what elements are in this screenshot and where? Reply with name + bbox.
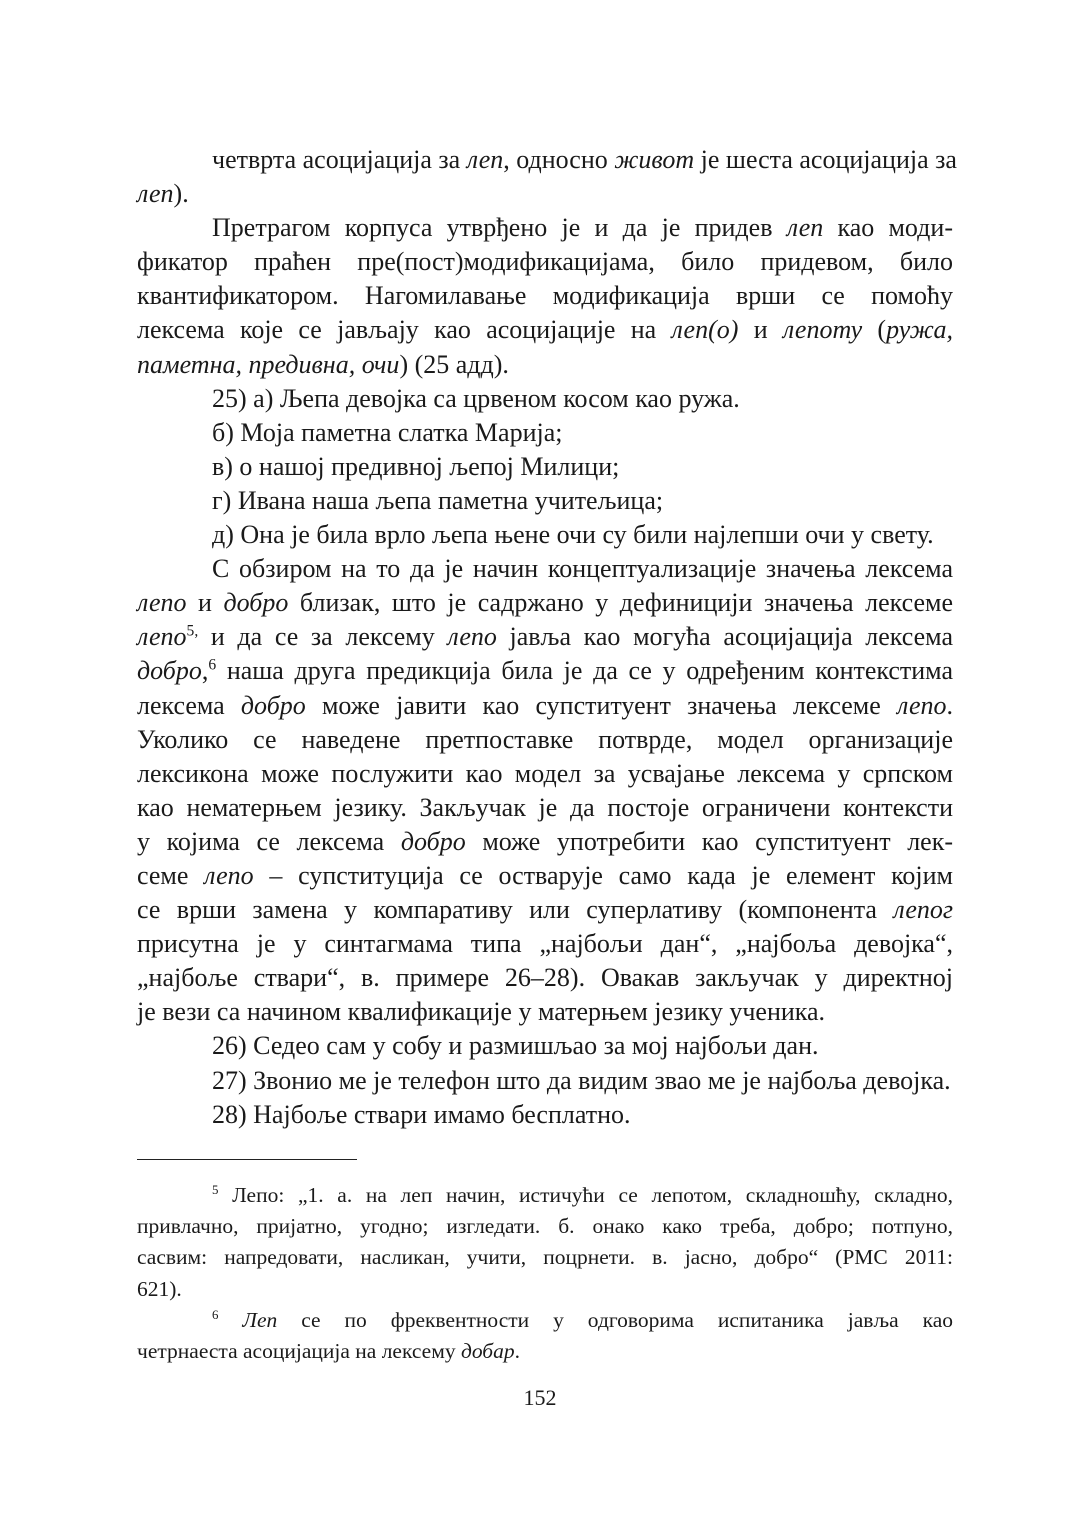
paragraph: [137, 211, 953, 381]
text-run: се по фреквентности у одговорима испитаника јавља као: [277, 1307, 953, 1332]
italic-term: лепо: [137, 622, 187, 652]
text-run: се врши замена у компаративу или суперлативу (компонента: [137, 895, 894, 925]
text-run: .: [946, 690, 953, 720]
text-run: [218, 1308, 242, 1332]
text-run: „најбоље ствари“, в. примере 26–28). Овакав закључак у директној: [137, 963, 953, 993]
text-line: [137, 791, 953, 825]
text-run: и: [186, 588, 224, 618]
text-line: [137, 313, 953, 347]
italic-term: лепо: [137, 588, 187, 618]
paragraph: [137, 552, 953, 1029]
text-line: [137, 450, 953, 484]
text-run: привлачно, пријатно, угодно; изгледати. б. онако како треба, добро; потпуно,: [137, 1214, 953, 1239]
paragraph: [137, 382, 953, 416]
footnote-separator: [137, 1159, 357, 1160]
italic-term: паметна, предивна, очи: [137, 349, 400, 379]
text-run: Лепо: „1. а. на леп начин, истичући се лепотом, складношћу, складно,: [218, 1183, 953, 1207]
text-run: може употребити као супституент лек-: [465, 826, 953, 856]
text-line: [137, 279, 953, 313]
text-run: наша друга предикција била је да се у одређеним контекстима: [216, 656, 953, 686]
text-line: [137, 382, 953, 416]
text-line: [137, 1211, 953, 1242]
italic-term: лепо: [204, 860, 254, 890]
paragraph: [137, 450, 953, 484]
text-line: [137, 654, 953, 688]
italic-term: живот: [614, 145, 695, 174]
footnote-ref: 6: [208, 656, 217, 674]
text-line: [137, 927, 953, 961]
text-line: [137, 1180, 953, 1211]
text-run: 26) Седео сам у собу и размишљао за мој најбољи дан.: [212, 1031, 819, 1061]
text-run: сасвим: напредовати, насликан, учити, поцрнети. в. јасно, добро“ (РМС 2011:: [137, 1245, 953, 1270]
italic-term: леп: [786, 213, 824, 243]
text-run: семе: [137, 860, 205, 890]
text-run: лексикона може послужити као модел за усвајање лексема у српском: [137, 758, 953, 788]
text-line: [137, 825, 953, 859]
text-line: [137, 1242, 953, 1273]
text-line: [137, 1098, 953, 1132]
body-text: [137, 143, 957, 1132]
footnote: [137, 1305, 953, 1367]
text-run: Претрагом корпуса утврђено је и да је придев: [212, 213, 787, 243]
text-run: в) о нашој предивној љепој Милици;: [212, 451, 620, 481]
text-line: [137, 211, 953, 245]
text-run: је вези са начином квалификације у матерњем језику ученика.: [137, 997, 826, 1027]
paragraph: [137, 1064, 953, 1098]
italic-term: Леп: [242, 1307, 278, 1332]
italic-term: добро: [240, 690, 306, 720]
text-run: 621).: [137, 1276, 182, 1301]
text-run: С обзиром на то да је начин концептуализације значења лексема: [212, 554, 953, 584]
text-run: д) Она је била врло љепа њене очи су били најлепши очи у свету.: [212, 520, 934, 550]
italic-term: ружа,: [886, 315, 953, 345]
text-run: близак, што је садржано у дефиницији значења лексеме: [288, 588, 953, 618]
text-run: ).: [173, 179, 189, 209]
text-line: [137, 859, 953, 893]
italic-term: добро: [223, 588, 289, 618]
footnote: [137, 1180, 953, 1305]
text-line: [137, 1336, 953, 1367]
italic-term: добро: [137, 656, 202, 686]
italic-term: добро: [400, 826, 466, 856]
text-line: [137, 1064, 953, 1098]
italic-term: лепо: [896, 690, 947, 720]
text-run: лексема: [137, 690, 241, 720]
footnote-ref: 6: [212, 1307, 219, 1322]
text-run: четврта асоцијација за: [212, 145, 467, 174]
footnotes: [137, 1180, 953, 1367]
text-run: као нематерњем језику. Закључак је да постоје ограничени контексти: [137, 792, 953, 822]
text-run: 28) Најбоље ствари имамо бесплатно.: [212, 1099, 631, 1129]
italic-term: леп: [466, 145, 504, 174]
text-line: [137, 1029, 953, 1063]
text-line: [137, 1305, 953, 1336]
italic-term: лепо: [447, 622, 497, 652]
text-run: јавља као могућа асоцијација лексема: [496, 622, 953, 652]
text-run: четрнаеста асоцијација на лексему: [137, 1339, 461, 1364]
paragraph: [137, 484, 953, 518]
text-line: [137, 518, 953, 552]
text-line: [137, 552, 953, 586]
text-line: [137, 961, 953, 995]
text-line: [137, 348, 953, 382]
text-run: као моди-: [823, 213, 953, 243]
text-line: [137, 416, 953, 450]
paragraph: [137, 1029, 953, 1063]
text-line: [137, 1274, 953, 1305]
text-line: [137, 143, 957, 177]
text-run: – супституција се остварује само када је елемент којим: [253, 860, 953, 890]
paragraph: [137, 416, 953, 450]
text-line: [137, 689, 953, 723]
text-run: присутна је у синтагмама типа „најбољи дан“, „најбоља девојка“,: [137, 929, 953, 959]
text-line: [137, 484, 953, 518]
text-run: квантификатором. Нагомилавање модификација врши се помоћу: [137, 281, 953, 311]
text-line: [137, 893, 953, 927]
text-run: б) Моја паметна слатка Марија;: [212, 417, 563, 447]
text-run: 27) Звонио ме је телефон што да видим звао ме је најбоља девојка.: [212, 1065, 951, 1095]
text-line: [137, 757, 953, 791]
text-run: ,: [201, 656, 209, 686]
text-run: фикатор праћен пре(пост)модификацијама, било придевом, било: [137, 247, 953, 277]
text-run: , односно: [503, 145, 615, 174]
text-line: [137, 995, 953, 1029]
text-run: г) Ивана наша љепа паметна учитељица;: [212, 485, 664, 515]
text-line: [137, 177, 953, 211]
text-line: [137, 245, 953, 279]
text-line: [137, 723, 953, 757]
italic-term: лепоту: [782, 315, 863, 345]
text-run: 25) а) Љепа девојка са црвеном косом као ружа.: [212, 383, 740, 413]
text-run: .: [514, 1339, 520, 1364]
text-run: је шеста асоцијација за: [694, 145, 957, 174]
text-run: лексема које се јављају као асоцијације на: [137, 315, 672, 345]
italic-term: леп(о): [671, 315, 739, 345]
text-run: (: [862, 315, 887, 345]
text-run: у којима се лексема: [137, 826, 401, 856]
text-run: Уколико се наведене претпоставке потврде, модел организације: [137, 724, 953, 754]
italic-term: лепог: [893, 895, 953, 925]
footnote-ref: 5,: [186, 622, 199, 640]
text-line: [137, 620, 953, 654]
text-run: и да се за лексему: [198, 622, 448, 652]
text-run: може јавити као супституент значења лексеме: [305, 690, 897, 720]
italic-term: добар: [460, 1339, 515, 1364]
paragraph: [137, 518, 953, 552]
page-number: 152: [523, 1385, 557, 1410]
paragraph: [137, 143, 957, 211]
text-run: ) (25 адд).: [399, 349, 509, 379]
paragraph: [137, 1098, 953, 1132]
text-run: и: [738, 315, 783, 345]
italic-term: леп: [137, 179, 174, 209]
footnote-ref: 5: [212, 1182, 219, 1197]
text-line: [137, 586, 953, 620]
